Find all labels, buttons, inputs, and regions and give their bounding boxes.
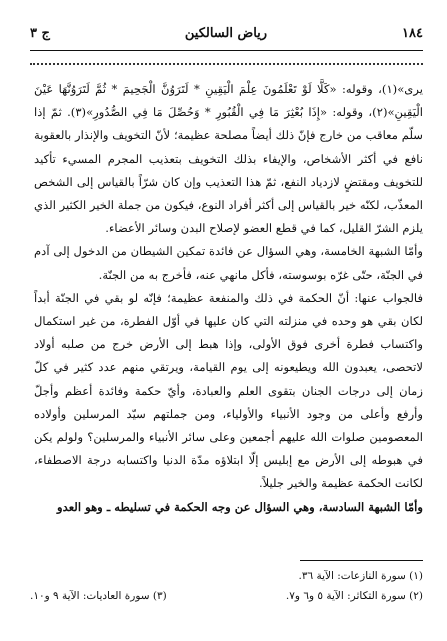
main-text <box>34 78 423 519</box>
footnotes <box>30 566 423 606</box>
footnote: (٢) سورة التكاثر: الآية ٥ و٦ و٧. <box>285 590 423 602</box>
paragraph: فالجواب عنها: أنّ الحكمة في ذلك والمنفعة عظيمة؛ فإنّه لو بقي في الجنّة أبداً لكان بقي هو وحده في منزلته التي كان عليها في أوّل الفطرة، من غير استكمال واكتساب فطرة أخرى فوق الأولى، وإذا هبط إلى الأرض خرج من صلبه أولاد لاتحصى، يعبدون الله ويطيعونه إلى يوم القيامة، ويرتقي منهم عدد كثير في كلّ زمان إلى درجات الجنان بتقوى العلم والعبادة، وأيّ حكمة وفائدة أعظم وأجلّ وأرفع وأعلى من وجود الأنبياء والأولياء، ومن جملتهم سيّد المرسلين وأولاده المعصومين صلوات الله عليهم أجمعين وعلى سائر الأنبياء والمرسلين؟ ولولم يكن في هبوطه إلى الأرض مع إبليس إلّا ابتلاؤه مدّة الدنيا واكتسابه درجة الاصطفاء، لكانت الحكمة عظيمة والخير جليلاً. <box>34 290 423 491</box>
footnote-rule <box>300 560 423 561</box>
footnote: (١) سورة النازعات: الآية ٣٦. <box>298 570 423 582</box>
page-header <box>30 20 423 46</box>
page-number: ١٨٤ <box>402 25 423 41</box>
volume-label: ج ٣ <box>30 25 50 41</box>
dotted-separator <box>30 63 423 65</box>
book-title: رياض السالكين <box>184 25 268 41</box>
paragraph: وأمّا الشبهة الخامسة، وهي السؤال عن فائدة تمكين الشيطان من الدخول إلى آدم في الجنّة، حتّى غرّه بوسوسته، فأكل مانهي عنه، فأخرج به من الجنّة. <box>34 244 423 282</box>
paragraph: وأمّا الشبهة السادسة، وهي السؤال عن وجه الحكمة في تسليطه ـ وهو العدو <box>57 499 423 514</box>
header-rule <box>30 50 423 51</box>
footnote-row <box>30 586 423 606</box>
footnote: (٣) سورة العاديات: الآية ٩ و١٠. <box>30 590 167 602</box>
paragraph: يرى»(١)، وقوله: «كَلَّا لَوْ تَعْلَمُونَ عِلْمَ الْيَقِينِ * لَتَرَوُنَّ الْجَحِيمَ * ثُمَّ لَتَرَوُنَّهَا عَيْنَ الْيَقِينِ»(٢)، وقوله: «إِذَا بُعْثِرَ مَا فِي الْقُبُورِ * وَحُصِّلَ مَا فِي الصُّدُورِ»(٣). ثمّ إذا سلّم معاقب من خارج فإنّ ذلك أيضاً مصلحة عظيمة؛ لأنّ التخويف والإنذار بالعقوبة نافع في أكثر الأشخاص، والإيفاء بذلك التخويف بتعذيب المجرم المسيء تأكيد للتخويف ومقتضٍ لازدياد النفع، ثمّ هذا التعذيب وإن كان شرّاً بالقياس إلى الشخص المعذّب، لكنّه خير بالقياس إلى أكثر أفراد النوع، فيكون من جملة الخير الكثير الذي يلزم الشرّ القليل، كما في قطع العضو لإصلاح البدن وسائر الأعضاء. <box>34 82 423 236</box>
